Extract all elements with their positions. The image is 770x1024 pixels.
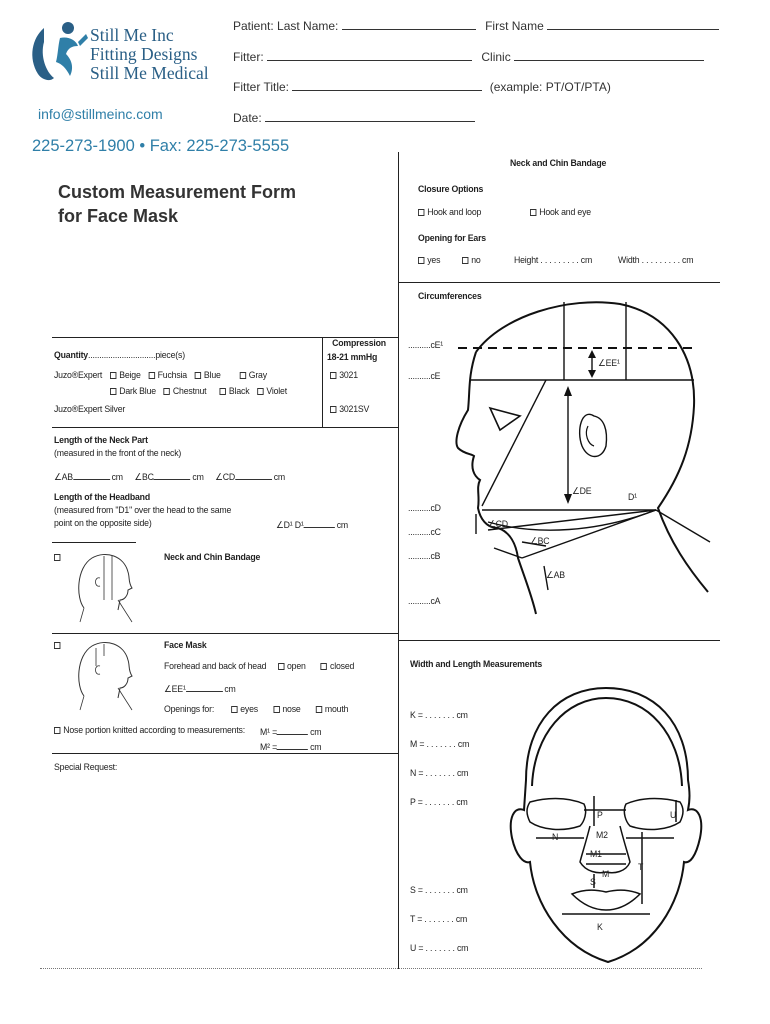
fitter-label: Fitter:: [233, 50, 264, 64]
fitter-title-example: (example: PT/OT/PTA): [489, 80, 611, 94]
measure-p[interactable]: P = . . . . . . . cm: [410, 797, 468, 808]
logo-line-2: Fitting Designs: [90, 44, 198, 64]
patient-last-name-label: Patient: Last Name:: [233, 19, 339, 33]
forehead-label: Forehead and back of head: [164, 661, 267, 672]
clinic-label: Clinic: [481, 50, 511, 64]
face-label-s: S: [590, 877, 596, 888]
opening-eyes[interactable]: eyes: [231, 704, 258, 715]
closure-title: Closure Options: [418, 184, 484, 195]
measure-s[interactable]: S = . . . . . . . cm: [410, 885, 468, 896]
ears-title: Opening for Ears: [418, 233, 486, 244]
patient-last-name-field[interactable]: [342, 18, 476, 30]
face-label-m1: M1: [590, 849, 602, 860]
circ-ca[interactable]: ..........cA: [408, 596, 441, 607]
forehead-closed[interactable]: closed: [321, 661, 354, 672]
code-3021-checkbox[interactable]: 3021: [330, 370, 358, 381]
color-chestnut[interactable]: Chestnut: [164, 386, 207, 397]
wl-title: Width and Length Measurements: [410, 659, 543, 670]
bc-label: ∠BC: [134, 472, 154, 483]
quantity-label: Quantity: [54, 350, 88, 361]
ears-yes[interactable]: yes: [418, 255, 440, 266]
logo: [24, 16, 224, 86]
measure-k[interactable]: K = . . . . . . . cm: [410, 710, 468, 721]
first-name-field[interactable]: [547, 18, 719, 30]
quantity-unit: piece(s): [155, 350, 185, 361]
circ-ce1[interactable]: ..........cE¹: [408, 340, 444, 351]
juzo-expert-label: Juzo®Expert: [54, 370, 103, 381]
bottom-divider: [40, 968, 702, 969]
profile-cd-label: ∠CD: [488, 519, 508, 530]
color-black[interactable]: Black: [220, 386, 250, 397]
headband-title: Length of the Headband: [54, 492, 150, 503]
ee1-field[interactable]: [186, 682, 223, 692]
face-mask-option-label: Face Mask: [164, 640, 207, 651]
phone-fax: 225-273-1900 • Fax: 225-273-5555: [32, 137, 290, 155]
bc-field[interactable]: [154, 470, 191, 480]
special-request-area[interactable]: [54, 776, 394, 966]
fitter-field[interactable]: [267, 49, 472, 61]
opening-mouth[interactable]: mouth: [316, 704, 349, 715]
ab-field[interactable]: [73, 470, 110, 480]
m1-label: M¹ =: [260, 727, 277, 738]
code-3021sv-checkbox[interactable]: 3021SV: [330, 404, 369, 415]
profile-ee1-label: ∠EE¹: [598, 358, 620, 369]
opening-nose[interactable]: nose: [273, 704, 300, 715]
profile-d1-label: D¹: [628, 492, 637, 503]
fitter-title-label: Fitter Title:: [233, 80, 290, 94]
hook-eye-option[interactable]: Hook and eye: [530, 207, 591, 218]
special-request-label: Special Request:: [54, 762, 118, 773]
hook-loop-option[interactable]: Hook and loop: [418, 207, 481, 218]
compression-range: 18-21 mmHg: [327, 352, 378, 363]
email-link[interactable]: info@stillmeinc.com: [38, 106, 163, 122]
color-dark-blue[interactable]: Dark Blue: [110, 386, 156, 397]
circ-cb[interactable]: ..........cB: [408, 551, 441, 562]
neck-chin-option-label: Neck and Chin Bandage: [164, 552, 261, 563]
headband-subtitle-1: (measured from "D1" over the head to the same: [54, 505, 232, 516]
head-neck-chin-illustration: [70, 548, 140, 628]
logo-figure-icon: [24, 16, 94, 86]
ears-height-field[interactable]: Height . . . . . . . . . cm: [514, 255, 593, 266]
profile-de-label: ∠DE: [572, 486, 592, 497]
neck-part-subtitle: (measured in the front of the neck): [54, 448, 182, 459]
face-front-diagram: [490, 682, 720, 967]
m1-field[interactable]: [277, 725, 308, 735]
nose-portion-checkbox[interactable]: Nose portion knitted according to measurements:: [54, 725, 245, 736]
face-label-u: U: [670, 810, 677, 821]
head-face-mask-illustration: [70, 636, 140, 716]
face-label-m2: M2: [596, 830, 608, 841]
circumferences-title: Circumferences: [418, 291, 482, 302]
logo-line-1: Still Me Inc: [90, 25, 174, 45]
circ-cc[interactable]: ..........cC: [408, 527, 441, 538]
neck-chin-checkbox[interactable]: [54, 552, 63, 563]
clinic-field[interactable]: [514, 49, 704, 61]
color-gray[interactable]: Gray: [240, 370, 267, 381]
color-blue[interactable]: Blue: [195, 370, 221, 381]
circ-cd[interactable]: ..........cD: [408, 503, 441, 514]
date-field[interactable]: [265, 110, 475, 122]
neck-chin-title: Neck and Chin Bandage: [510, 158, 607, 169]
face-label-p: P: [597, 810, 603, 821]
cd-field[interactable]: [235, 470, 272, 480]
quantity-field[interactable]: ..............................: [87, 350, 156, 361]
face-label-m: M: [602, 869, 610, 880]
measure-t[interactable]: T = . . . . . . . cm: [410, 914, 468, 925]
juzo-expert-silver-label: Juzo®Expert Silver: [54, 404, 126, 415]
color-beige[interactable]: Beige: [110, 370, 141, 381]
measure-u[interactable]: U = . . . . . . . cm: [410, 943, 469, 954]
ee1-label: ∠EE¹: [164, 684, 186, 695]
measure-n[interactable]: N = . . . . . . . cm: [410, 768, 469, 779]
form-title-line-1: Custom Measurement Form: [58, 182, 297, 202]
face-label-k: K: [597, 922, 603, 933]
face-label-n: N: [552, 832, 559, 843]
measure-m[interactable]: M = . . . . . . . cm: [410, 739, 470, 750]
openings-label: Openings for:: [164, 704, 215, 715]
ab-label: ∠AB: [54, 472, 73, 483]
ears-width-field[interactable]: Width . . . . . . . . . cm: [618, 255, 694, 266]
profile-ab-label: ∠AB: [546, 570, 565, 581]
compression-header: Compression: [332, 338, 386, 349]
date-label: Date:: [233, 111, 262, 125]
face-mask-checkbox[interactable]: [54, 640, 63, 651]
first-name-label: First Name: [485, 19, 544, 33]
headband-subtitle-2: point on the opposite side): [54, 518, 152, 529]
fitter-title-field[interactable]: [292, 79, 482, 91]
d1-field[interactable]: [304, 518, 335, 528]
d1-label: ∠D¹ D¹: [276, 520, 304, 531]
face-label-t: T: [638, 862, 644, 873]
neck-part-title: Length of the Neck Part: [54, 435, 148, 446]
color-fuchsia[interactable]: Fuchsia: [148, 370, 187, 381]
cd-label: ∠CD: [215, 472, 236, 483]
logo-line-3: Still Me Medical: [90, 63, 209, 83]
circ-ce[interactable]: ..........cE: [408, 371, 441, 382]
ears-no[interactable]: no: [462, 255, 481, 266]
profile-bc-label: ∠BC: [530, 536, 550, 547]
m2-label: M² =: [260, 742, 277, 753]
color-violet[interactable]: Violet: [257, 386, 287, 397]
m2-field[interactable]: [277, 740, 308, 750]
forehead-open[interactable]: open: [278, 661, 306, 672]
form-title-line-2: for Face Mask: [58, 206, 179, 226]
